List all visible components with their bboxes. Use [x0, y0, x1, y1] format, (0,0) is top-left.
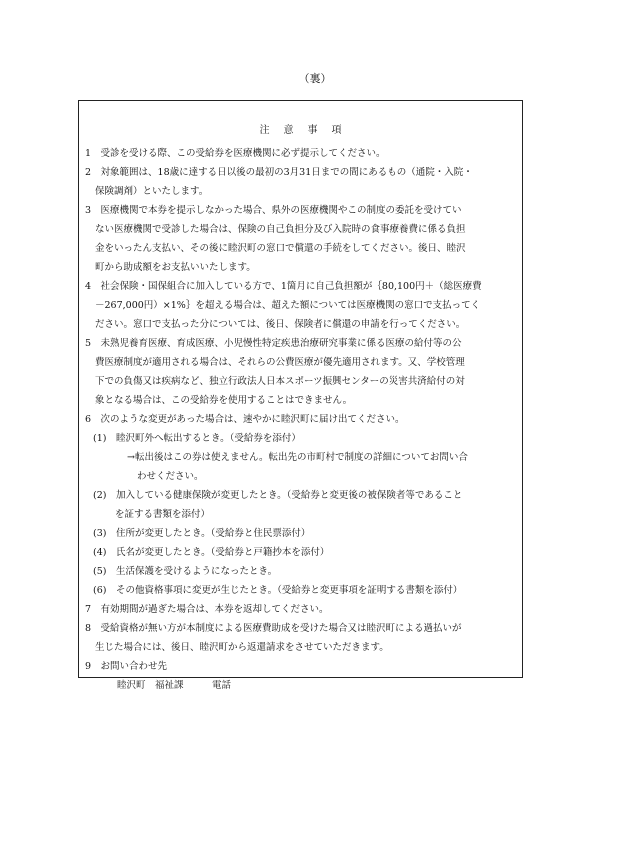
notice-line-1: 1 受診を受ける際、この受給券を医療機関に必ず提示してください。 — [85, 148, 386, 159]
notice-line-8: 8 受給資格が無い方が本制度による医療費助成を受けた場合又は睦沢町による過払いが — [85, 623, 462, 634]
page-side-label: （裏） — [298, 72, 332, 85]
notice-line-7: 7 有効期間が過ぎた場合は、本券を返却してください。 — [85, 604, 329, 615]
notice-line-3-cont-1: ない医療機関で受診した場合は、保険の自己負担分及び入院時の食事療養費に係る負担 — [95, 224, 466, 235]
notice-line-5: 5 未熟児養育医療、育成医療、小児慢性特定疾患治療研究事業に係る医療の給付等の公 — [85, 338, 462, 349]
notice-line-5-cont-1: 費医療制度が適用される場合は、それらの公費医療が優先適用されます。又、学校管理 — [95, 357, 465, 368]
contact-info: 睦沢町 福祉課 電話 — [117, 680, 232, 691]
notice-line-2: 2 対象範囲は、18歳に達する日以後の最初の3月31日までの間にあるもの（通院・入院・ — [85, 167, 473, 178]
notice-title: 注意事項 — [259, 125, 356, 136]
notice-line-3: 3 医療機関で本券を提示しなかった場合、県外の医療機関やこの制度の委託を受けてい — [85, 205, 462, 216]
change-item-1: (1) 睦沢町外へ転出するとき。（受給券を添付） — [93, 433, 301, 444]
notice-box — [78, 100, 523, 691]
notice-line-4-cont-1: －267,000円）×1%｝を超える場合は、超えた額については医療機関の窓口で支払ってく — [95, 300, 481, 311]
change-item-1-note: →転出後はこの券は使えません。転出先の市町村で制度の詳細についてお問い合 — [127, 452, 468, 463]
notice-line-3-cont-3: 町から助成額をお支払いいたします。 — [95, 262, 256, 273]
notice-line-2-cont: 保険調剤）といたします。 — [95, 186, 209, 197]
notice-line-3-cont-2: 金をいったん支払い、その後に睦沢町の窓口で償還の手続をしてください。後日、睦沢 — [95, 243, 466, 254]
change-item-2-cont: を証する書類を添付） — [115, 509, 211, 520]
change-item-2: (2) 加入している健康保険が変更したとき。（受給券と変更後の被保険者等であること — [93, 490, 463, 501]
change-item-3: (3) 住所が変更したとき。（受給券と住民票添付） — [93, 528, 311, 539]
change-item-6: (6) その他資格事項に変更が生じたとき。（受給券と変更事項を証明する書類を添付） — [93, 585, 463, 596]
notice-line-5-cont-3: 象となる場合は、この受給券を使用することはできません。 — [95, 395, 353, 406]
notice-line-8-cont: 生じた場合には、後日、睦沢町から返還請求をさせていただきます。 — [95, 642, 389, 653]
notice-line-4: 4 社会保険・国保組合に加入している方で、1箇月に自己負担額が｛80,100円＋（総医療費 — [85, 281, 482, 292]
change-item-4: (4) 氏名が変更したとき。（受給券と戸籍抄本を添付） — [93, 547, 330, 558]
change-item-5: (5) 生活保護を受けるようになったとき。 — [93, 566, 278, 577]
notice-line-9: 9 お問い合わせ先 — [85, 661, 168, 672]
notice-line-4-cont-2: ださい。窓口で支払った分については、後日、保険者に償還の申請を行ってください。 — [95, 319, 466, 330]
notice-line-5-cont-2: 下での負傷又は疾病など、独立行政法人日本スポーツ振興センターの災害共済給付の対 — [95, 376, 465, 387]
notice-line-6: 6 次のような変更があった場合は、速やかに睦沢町に届け出てください。 — [85, 414, 405, 425]
change-item-1-note-cont: わせください。 — [137, 471, 204, 482]
